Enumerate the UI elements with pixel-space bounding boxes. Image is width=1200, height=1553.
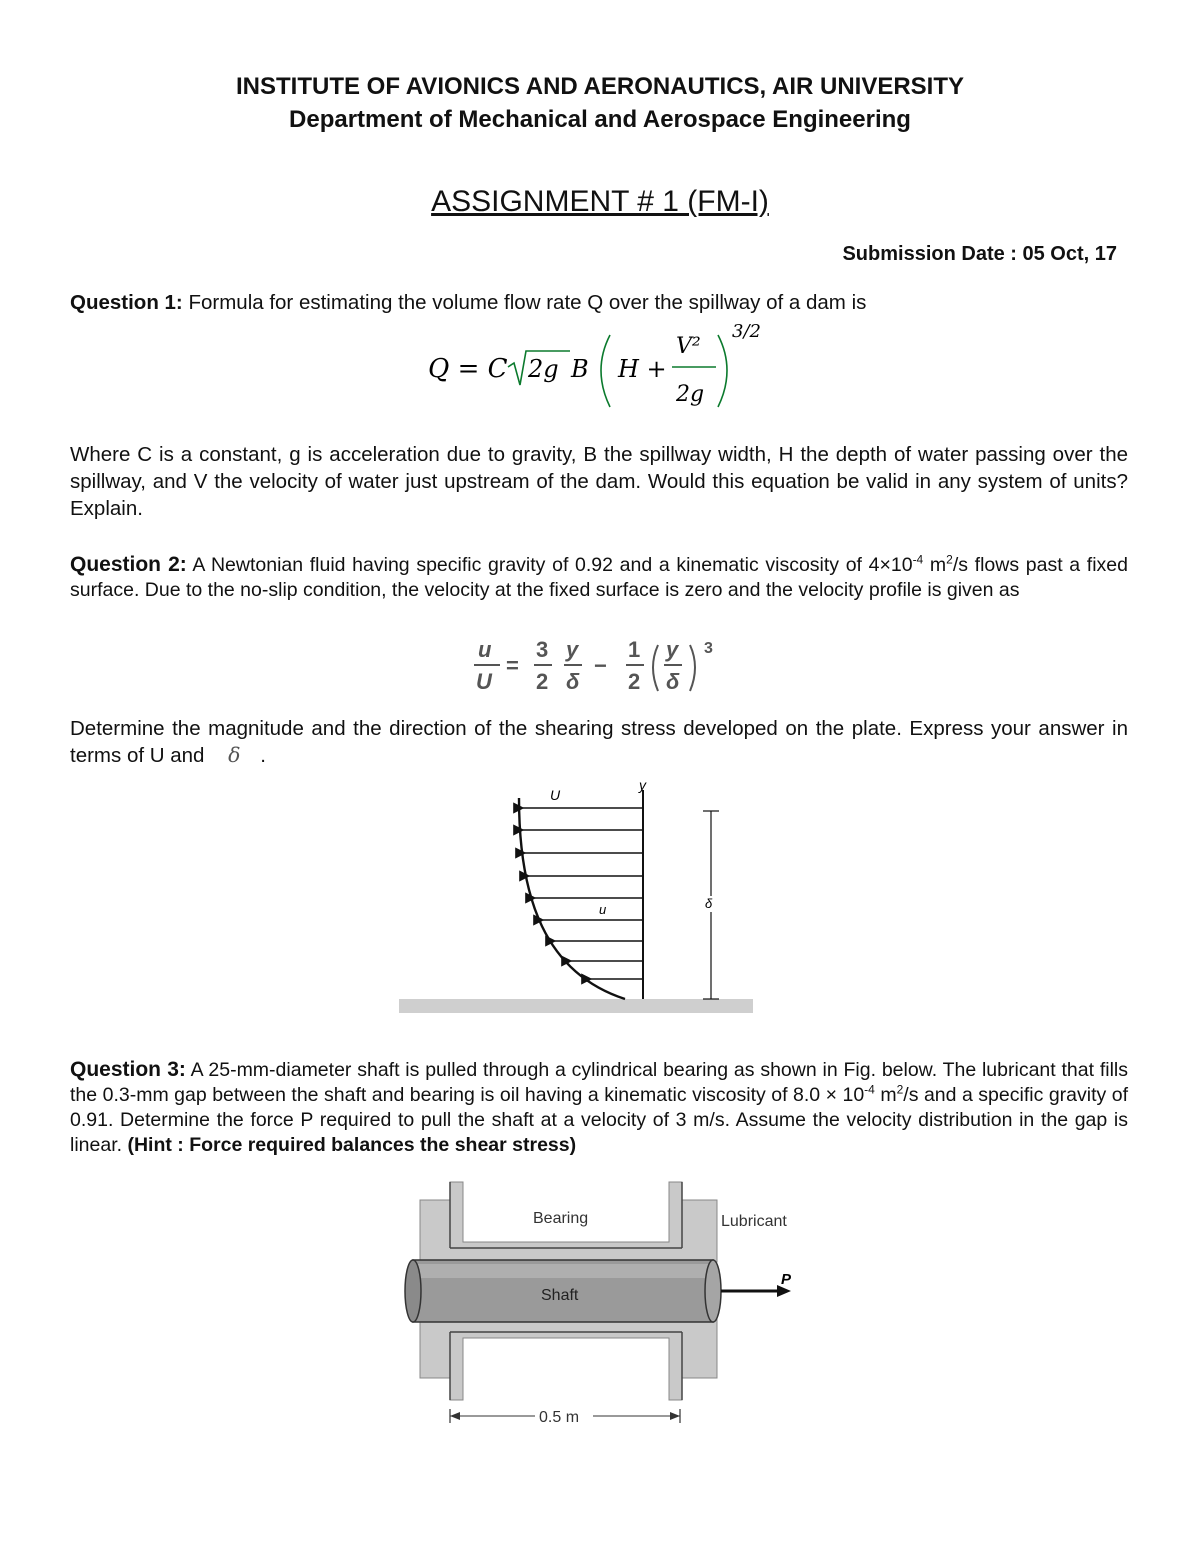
question-1-intro bbox=[70, 289, 1128, 316]
question-1-text: Formula for estimating the volume flow rate Q over the spillway of a dam is bbox=[182, 291, 867, 314]
department-heading: Department of Mechanical and Aerospace Engineering bbox=[289, 106, 911, 133]
question-2-text-a: A Newtonian fluid having specific gravity of 0.92 and a kinematic viscosity of 4×10 bbox=[186, 554, 913, 576]
eq2-equals: = bbox=[506, 653, 519, 678]
question-2-delta: δ bbox=[228, 743, 241, 767]
eq2-u: u bbox=[478, 637, 492, 662]
eq2-one: 1 bbox=[628, 637, 641, 662]
eq2-exponent: 3 bbox=[704, 640, 713, 657]
question-1-label: Question 1: bbox=[70, 291, 183, 314]
label-bearing: Bearing bbox=[533, 1210, 589, 1227]
eq1-h: H + bbox=[618, 355, 667, 383]
label-shaft: Shaft bbox=[541, 1287, 579, 1304]
eq1-lhs: Q = C bbox=[428, 354, 508, 384]
eq1-exponent: 3/2 bbox=[732, 321, 761, 342]
eq2-three: 3 bbox=[536, 637, 549, 662]
question-3-text-a: A 25-mm-diameter shaft is pulled through a cylindrical bearing as shown in Fig. below. The lubricant that fills the 0.3-mm gap between the shaft and bearing is oil having a kinematic viscosity of 8.0 × 10 bbox=[70, 1059, 1128, 1106]
eq1-sqrt-arg: 2g bbox=[528, 355, 559, 383]
shaft-left-end bbox=[405, 1260, 421, 1322]
eq2-right-paren bbox=[690, 645, 695, 691]
eq1-left-paren bbox=[601, 335, 610, 407]
label-y: y bbox=[639, 778, 646, 793]
eq2-delta1: δ bbox=[566, 669, 580, 694]
question-3-intro bbox=[70, 1057, 1128, 1158]
eq2-y2: y bbox=[666, 637, 679, 662]
question-2-sup-b: 2 bbox=[946, 552, 953, 567]
bearing-shaft-figure bbox=[395, 1178, 805, 1433]
question-2-text-b: m bbox=[923, 554, 947, 576]
eq2-two1: 2 bbox=[536, 669, 549, 694]
question-2-label: Question 2: bbox=[70, 553, 187, 576]
question-2-sup-a: -4 bbox=[912, 552, 924, 567]
label-P: P bbox=[781, 1271, 792, 1288]
eq2-delta2: δ bbox=[666, 669, 680, 694]
label-U: U bbox=[550, 787, 561, 803]
label-u: u bbox=[599, 902, 607, 917]
eq1-num: V² bbox=[676, 334, 701, 359]
eq2-two2: 2 bbox=[628, 669, 641, 694]
question-2-end: . bbox=[260, 744, 266, 767]
velocity-arrows bbox=[523, 808, 643, 979]
question-3-hint: (Hint : Force required balances the shear stress) bbox=[122, 1134, 577, 1156]
question-3-sup-a: -4 bbox=[864, 1082, 875, 1097]
question-3-sup-b: 2 bbox=[896, 1082, 904, 1097]
question-1-equation bbox=[420, 315, 790, 415]
bearing-bottom bbox=[420, 1318, 717, 1400]
question-2-equation bbox=[470, 637, 730, 697]
question-3-text-c: /s and a specific gravity of 0.91. Determine the force P required to pull the shaft at a velocity of 3 m/s. Assume the velocity distribution in the gap is linear. bbox=[70, 1084, 1129, 1156]
eq2-left-paren bbox=[653, 645, 658, 691]
eq1-den: 2g bbox=[676, 382, 705, 407]
question-2-intro bbox=[70, 552, 1128, 603]
label-delta: δ bbox=[705, 896, 713, 911]
question-1-body: Where C is a constant, g is acceleration due to gravity, B the spillway width, H the depth of water passing over the spillway, and V the velocity of water just upstream of the dam. Would this equation be valid in any system of units? Explain. bbox=[70, 443, 1128, 520]
label-lubricant: Lubricant bbox=[721, 1213, 787, 1230]
eq2-y1: y bbox=[566, 637, 579, 662]
question-2-body bbox=[70, 715, 1128, 769]
assignment-title: ASSIGNMENT # 1 (FM-I) bbox=[431, 185, 769, 218]
question-2-text-c: /s flows past a fixed surface. Due to the no-slip condition, the velocity at the fixed surface is zero and the velocity profile is given as bbox=[70, 554, 1128, 601]
submission-date: Submission Date : 05 Oct, 17 bbox=[842, 243, 1117, 265]
velocity-profile-figure bbox=[395, 778, 760, 1018]
institute-heading: INSTITUTE OF AVIONICS AND AERONAUTICS, AIR UNIVERSITY bbox=[235, 73, 965, 100]
question-3-label: Question 3: bbox=[70, 1058, 186, 1081]
question-3-text-b: m bbox=[874, 1084, 897, 1106]
fixed-plate bbox=[399, 999, 753, 1013]
eq2-U: U bbox=[476, 669, 492, 694]
shaft-right-end bbox=[705, 1260, 721, 1322]
label-length: 0.5 m bbox=[539, 1409, 580, 1426]
eq2-minus: − bbox=[594, 653, 607, 678]
question-2-body-text: Determine the magnitude and the direction of the shearing stress developed on the plate. Express your answer in terms of U and bbox=[70, 717, 1128, 767]
eq1-right-paren bbox=[718, 335, 727, 407]
eq1-b: B bbox=[571, 355, 589, 383]
